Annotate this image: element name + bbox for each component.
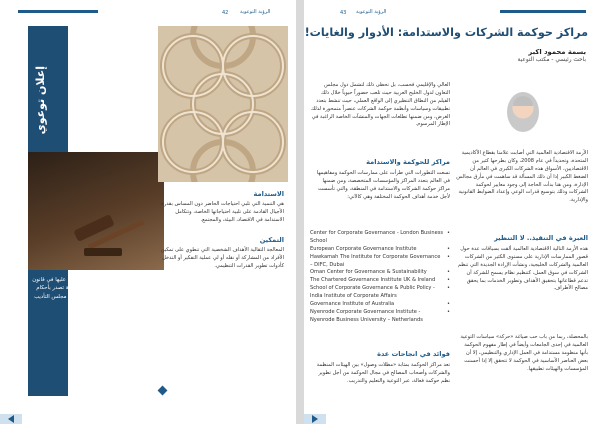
intro-paragraph: العالي والإقليمي فحسب، بل تحظى ذلك لتشمل دول مجلس التعاون لدول الخليج العربية حيث تلعب حضوراً حيوياً خلال ذلك الفيلم من النطاق التنظيري إلى الواقع العملي، حيث تنشط بتعدد تطبيقات وسياسات وأنظمة حوكمة الشركات عنصراً متمحورة لذلك الغرض، ومن ضمنها تطلعات الجهات والمنشآت الخاصة الراغبة في الإطار المرسوم.: [310, 82, 450, 128]
ornament-photo: [158, 26, 288, 182]
centers-list: [310, 230, 450, 325]
next-page-button[interactable]: [304, 414, 326, 424]
arrow-right-icon: [312, 415, 318, 423]
sidebar-text: تتنوع عقوبات مخالفات التداول للنصوص عليها في قانون الهيئة ولائحته التنفيذية بين جزاءات جنائية تصدر بأحكام قضائية، وجزاءات تأديبية تصدر بقرار من مجلس التأديب في الهيئة أو كليهما.: [32, 277, 156, 309]
header-bar-right: [500, 10, 586, 13]
implementation-text: هذه الأزمة التالية الاقتصادية العالمية ألقت بسياقات عدة حول قصور الممارسات الإدارية على مستوى الكثير من الشركات العالمية والشركات الخليجية، ونشأت الإرادة الجديدة التي تنظم الشركات في سوق العمل، كتنظيم نظام يسمح للشركة أن تدعم قطاعاتها بتحقيق الأهداف وتطوير الخدمات بما يحقق مصالح الأطراف.: [457, 246, 588, 292]
list-item: • Hawkamah The Institute for Corporate Governance – DIFC, Dubai: [310, 254, 450, 270]
header-page-number-left: 42: [222, 10, 229, 16]
right-page: [304, 0, 600, 424]
list-item: • Nyenrode Corporate Governance Institute - Nyenrode Business University – Netherlands: [310, 309, 450, 325]
conclusion-text: بالمحصلة، ربما من باب حب صياغة «حركة» سياسات التوعية العالمية في إحدى الجامعات وأيضاً في إطار مفهوم الحوكمة بأنها منظومة مستدامة في العمل الإداري والتنظيمي، إلا أن بعض العناصر الأساسية في الحوكمة لا تتحقق إلا إذا أحسنت المؤسسات والهيئات تطبيقها.: [460, 334, 588, 372]
header-page-number-right: 43: [340, 10, 347, 16]
heading-centers: مراكز للحوكمة والاستدامة: [366, 158, 450, 166]
header-label-left: الرؤية التوعوية: [240, 9, 271, 15]
section-text-sustainability: هي التنمية التي تلبي احتياجات الحاضر دون المساس بقدرة الأجيال القادمة على تلبية احتياجاتها الخاصة، وتتكامل الاستدامة في الاقتصاد، البيئة، والمجتمع.: [161, 201, 284, 223]
heading-implementation: العبرة في التنفيذ.. لا التنظير: [494, 234, 588, 242]
arrow-left-icon: [8, 415, 14, 423]
list-item: • European Corporate Governance Institute: [310, 246, 450, 254]
left-page: [0, 0, 296, 424]
list-item: • The Chartered Governance Institute UK & Ireland: [310, 277, 450, 285]
header-bar-left: [18, 10, 98, 13]
heading-benefits: فوائد في انجاحات عدة: [377, 350, 450, 358]
section-heading-empowerment: التمكين: [259, 236, 284, 244]
list-item: • Governance Institute of Australia: [310, 301, 450, 309]
centers-intro-text: تسعت التطورات التي طرأت على ممارسات الحوكمة ومفاهيمها في العالم بتعدد المراكز والمؤسسات المتخصصة، ومن ضمنها مراكز حوكمة الشركات والاستدامة في المنطقة، والتي تأسست لأجل خدمة أهداف الحوكمة المختلفة وهي كالآتي:: [316, 170, 450, 200]
section-text-empowerment: المعالجة التقالية الأهداف الشخصية التي تنطوي على تمكين الأفراد من المشاركة أو نقله أو لي عملية التفكير أو التدخل كأدوات تطوير القدرات التنظيمي.: [160, 247, 284, 269]
list-item: • School of Corporate Governance & Public Policy - India Institute of Corporate Affairs: [310, 285, 450, 301]
sidebar-title: إعلان توعوي: [34, 66, 47, 135]
gavel-base-shape: [84, 248, 122, 256]
ornament-pattern-icon: [158, 26, 288, 182]
prev-page-button[interactable]: [0, 414, 22, 424]
gavel-photo: [28, 152, 164, 270]
benefits-text: تعد مراكز الحوكمة بمثابة «مظلات وصول» بين الهيئات المنظمة والشركات وأصحاب المصالح في مجال الحوكمة من أجل تطوير نظم حوكمة فعالة، عبر التوعية والتعليم والتدريب.: [316, 362, 450, 384]
author-role: باحث رئيسي - مكتب التوعية: [517, 57, 586, 63]
section-heading-sustainability: الاستدامة: [253, 190, 284, 198]
right-column-intro: الأزمة الاقتصادية العالمية التي أصابت علامتا بقطاع الأكاديمية المتحدة، وتحديداً في عام 2008، وكان بطرحها كثير من الاقتصاديين، الأسواق هذه الشركات الكبرى في العالم أن الضغط الكبير إذا أن ذلك المسألة قد ساهمت في مأزق مجالس الإدارة، ومن هنا بدأت الحاجة إلى وجود معايير لحوكمة الشركات وذلك بتوسيع قدرات الوعي وإعداد الضوابط القانونية والإدارية.: [456, 150, 588, 204]
author-name: بسمة محمود اكبر: [528, 48, 586, 56]
author-avatar: [507, 92, 539, 132]
list-item: • Center for Corporate Governance - London Business School: [310, 230, 450, 246]
list-item: • Oman Center for Governance & Sustainability: [310, 269, 450, 277]
article-title: مراكز حوكمة الشركات والاستدامة: الأدوار والغايات!: [304, 26, 588, 39]
header-label-right: الرؤية التوعوية: [356, 9, 387, 15]
diamond-bullet-icon: [158, 386, 168, 396]
